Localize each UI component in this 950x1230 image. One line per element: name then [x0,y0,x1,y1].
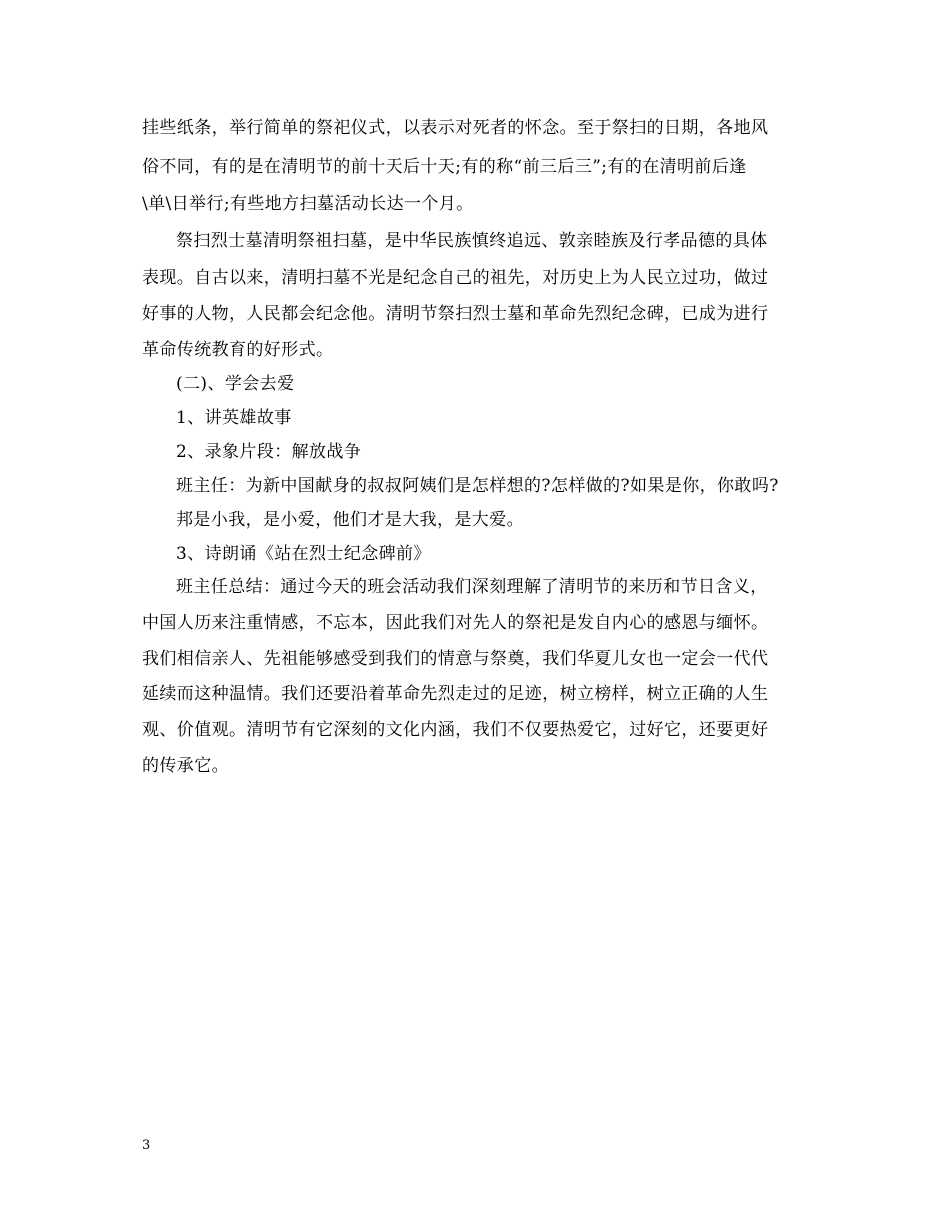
text-line: 祭扫烈士墓清明祭祖扫墓，是中华民族慎终追远、敦亲睦族及行孝品德的具体 [176,231,768,251]
text-line: 俗不同，有的是在清明节的前十天后十天;有的称“前三后三”;有的在清明前后逢 [142,157,747,177]
text-line: \单\日举行;有些地方扫墓活动长达一个月。 [142,194,474,214]
list-item: 2、录象片段：解放战争 [176,442,362,462]
text-line: 中国人历来注重情感，不忘本，因此我们对先人的祭祀是发自内心的感恩与缅怀。 [142,613,769,633]
text-line: 好事的人物，人民都会纪念他。清明节祭扫烈士墓和革命先烈纪念碑，已成为进行 [142,304,769,324]
text-line: 革命传统教育的好形式。 [142,340,334,360]
text-line: 班主任：为新中国献身的叔叔阿姨们是怎样想的?怎样做的?如果是你，你敢吗? [176,476,779,496]
text-line: 的传承它。 [142,756,229,776]
text-line: 观、价值观。清明节有它深刻的文化内涵，我们不仅要热爱它，过好它，还要更好 [142,720,769,740]
text-line: 表现。自古以来，清明扫墓不光是纪念自己的祖先，对历史上为人民立过功，做过 [142,268,769,288]
section-heading: (二)、学会去爱 [176,374,295,394]
page-number: 3 [142,1138,151,1153]
text-line: 班主任总结：通过今天的班会活动我们深刻理解了清明节的来历和节日含义， [176,577,768,597]
text-line: 延续而这种温情。我们还要沿着革命先烈走过的足迹，树立榜样，树立正确的人生 [142,684,769,704]
text-line: 邦是小我，是小爱，他们才是大我，是大爱。 [176,510,524,530]
text-line: 我们相信亲人、先祖能够感受到我们的情意与祭奠，我们华夏儿女也一定会一代代 [142,649,769,669]
text-line: 挂些纸条，举行简单的祭祀仪式，以表示对死者的怀念。至于祭扫的日期，各地风 [142,118,769,138]
list-item: 1、讲英雄故事 [176,408,292,428]
list-item: 3、诗朗诵《站在烈士纪念碑前》 [176,544,431,564]
